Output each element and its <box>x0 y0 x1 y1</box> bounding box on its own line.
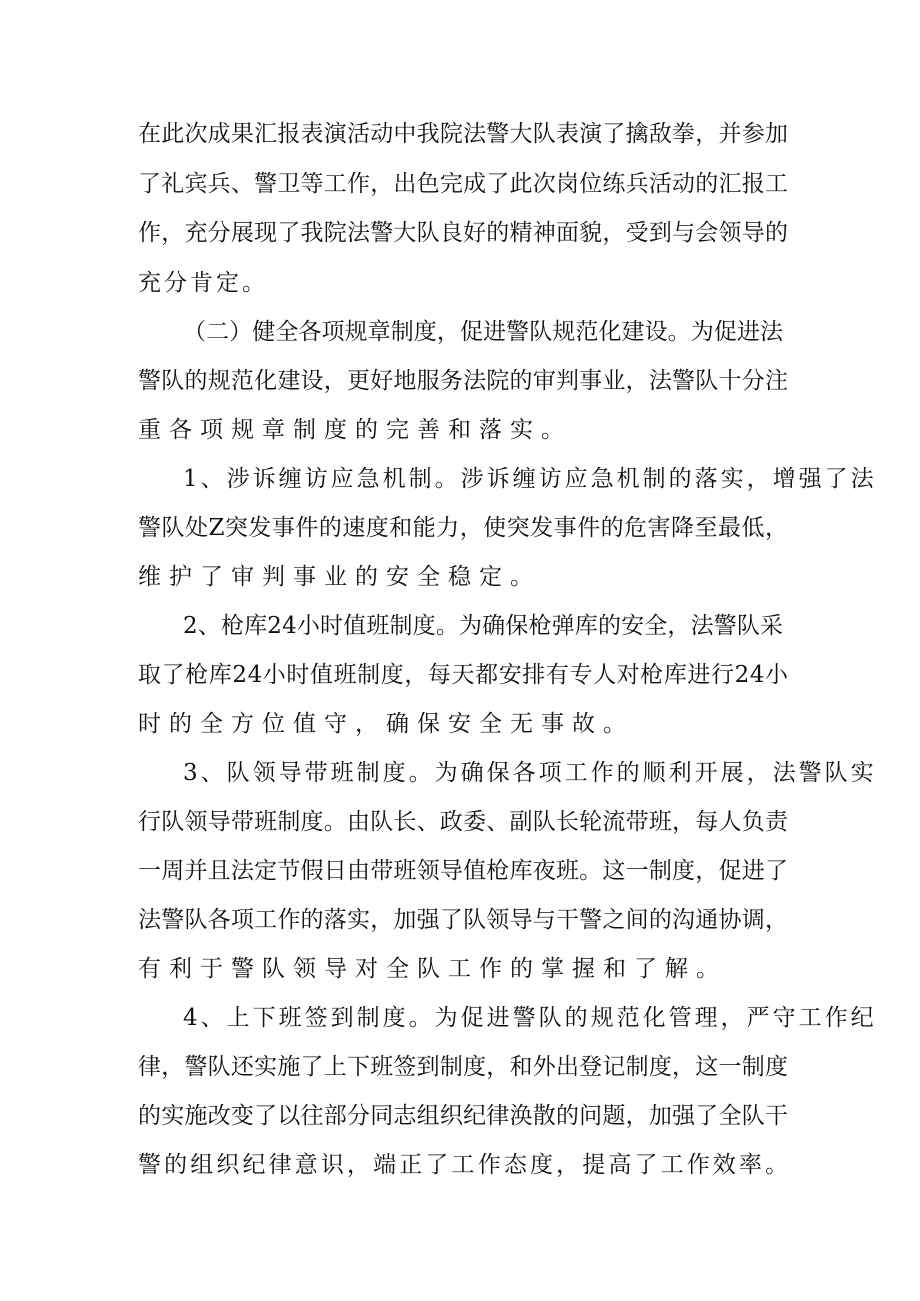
text-line-20: 律，警队还实施了上下班签到制度，和外出登记制度，这一制度 <box>138 1054 789 1080</box>
text-line-2: 了礼宾兵、警卫等工作，出色完成了此次岗位练兵活动的汇报工 <box>138 171 789 197</box>
text-line-10: 维护了审判事业的安全稳定。 <box>138 564 541 590</box>
text-line-19: 4、上下班签到制度。为促进警队的规范化管理，严守工作纪 <box>183 1005 877 1031</box>
text-line-3: 作，充分展现了我院法警大队良好的精神面貌，受到与会领导的 <box>138 220 789 246</box>
text-line-15: 行队领导带班制度。由队长、政委、副队长轮流带班，每人负责 <box>138 809 789 835</box>
text-line-1: 在此次成果汇报表演活动中我院法警大队表演了擒敌拳，并参加 <box>138 121 789 147</box>
text-line-18: 有利于警队领导对全队工作的掌握和了解。 <box>138 956 727 982</box>
text-line-4: 充分肯定。 <box>138 270 268 296</box>
text-line-6: 警队的规范化建设，更好地服务法院的审判事业，法警队十分注 <box>138 368 789 394</box>
text-line-11: 2、枪库24小时值班制度。为确保枪弹库的安全，法警队采 <box>183 613 784 639</box>
text-line-13: 时的全方位值守，确保安全无事故。 <box>138 711 634 737</box>
text-line-12: 取了枪库24小时值班制度，每天都安排有专人对枪库进行24小 <box>138 662 789 688</box>
text-line-14: 3、队领导带班制度。为确保各项工作的顺利开展，法警队实 <box>183 760 877 786</box>
text-line-5: （二）健全各项规章制度，促进警队规范化建设。为促进法 <box>183 319 784 345</box>
text-line-9: 警队处Z突发事件的速度和能力，使突发事件的危害降至最低， <box>138 515 789 541</box>
text-line-17: 法警队各项工作的落实，加强了队领导与干警之间的沟通协调， <box>138 907 789 933</box>
text-line-22: 警的组织纪律意识，端正了工作态度，提高了工作效率。 <box>138 1152 792 1178</box>
text-line-21: 的实施改变了以往部分同志组织纪律涣散的问题，加强了全队干 <box>138 1103 789 1129</box>
text-line-16: 一周并且法定节假日由带班领导值枪库夜班。这一制度，促进了 <box>138 858 789 884</box>
text-line-7: 重各项规章制度的完善和落实。 <box>138 417 572 443</box>
text-line-8: 1、涉诉缠访应急机制。涉诉缠访应急机制的落实，增强了法 <box>183 466 877 492</box>
